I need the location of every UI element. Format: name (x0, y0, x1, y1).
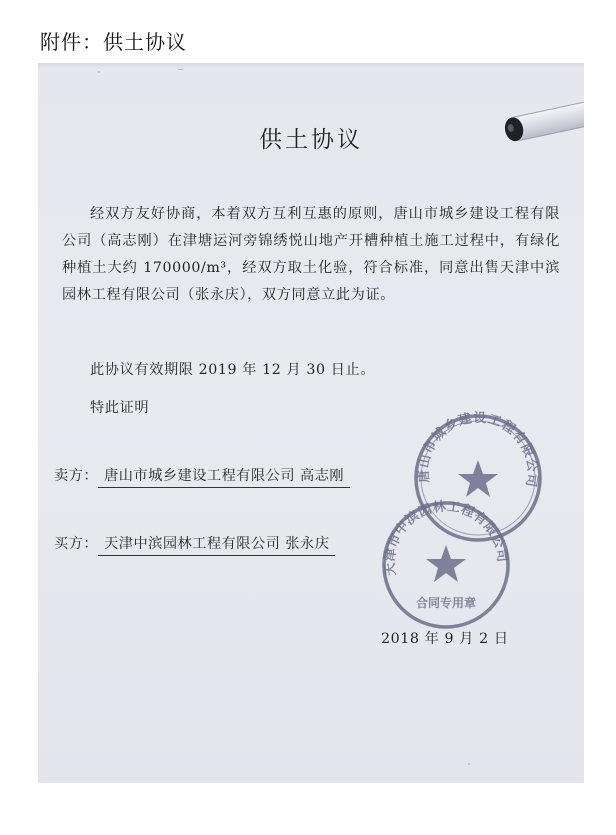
certification-paragraph: 特此证明 (90, 400, 150, 416)
signing-date: 2018 年 9 月 2 日 (381, 631, 509, 647)
attachment-label: 附件：供土协议 (40, 30, 187, 54)
document-title: 供土协议 (259, 127, 363, 153)
buyer-line (54, 533, 335, 556)
scan-speck (468, 763, 470, 765)
seller-line (54, 465, 350, 488)
scan-speck (178, 69, 183, 70)
svg-text:合同专用章: 合同专用章 (415, 596, 477, 610)
svg-text:唐山市城乡建设工程有限公司: 唐山市城乡建设工程有限公司 (416, 410, 540, 489)
seller-value: 唐山市城乡建设工程有限公司 高志刚 (98, 465, 350, 488)
svg-text:天津市中滨园林工程有限公司: 天津市中滨园林工程有限公司 (382, 499, 510, 577)
buyer-contract-seal (376, 495, 516, 635)
scan-edge-shadow (38, 63, 584, 69)
buyer-value: 天津中滨园林工程有限公司 张永庆 (98, 533, 335, 556)
scan-speck (98, 71, 100, 73)
agreement-paragraph: 经双方友好协商，本着双方互利互惠的原则，唐山市城乡建设工程有限公司（高志刚）在津塘运河旁锦绣悦山地产开槽种植土施工过程中，有绿化种植土大约 170000/m³，经双方取土化验，符合标准，同意出售天津中滨园林工程有限公司（张永庆），双方同意立此为证。 (62, 206, 560, 303)
buyer-label: 买方： (54, 536, 99, 552)
seller-label: 卖方： (54, 468, 99, 484)
validity-paragraph: 此协议有效期限 2019 年 12 月 30 日止。 (90, 362, 376, 378)
scanned-document (38, 63, 584, 783)
seller-company-seal (408, 408, 548, 548)
